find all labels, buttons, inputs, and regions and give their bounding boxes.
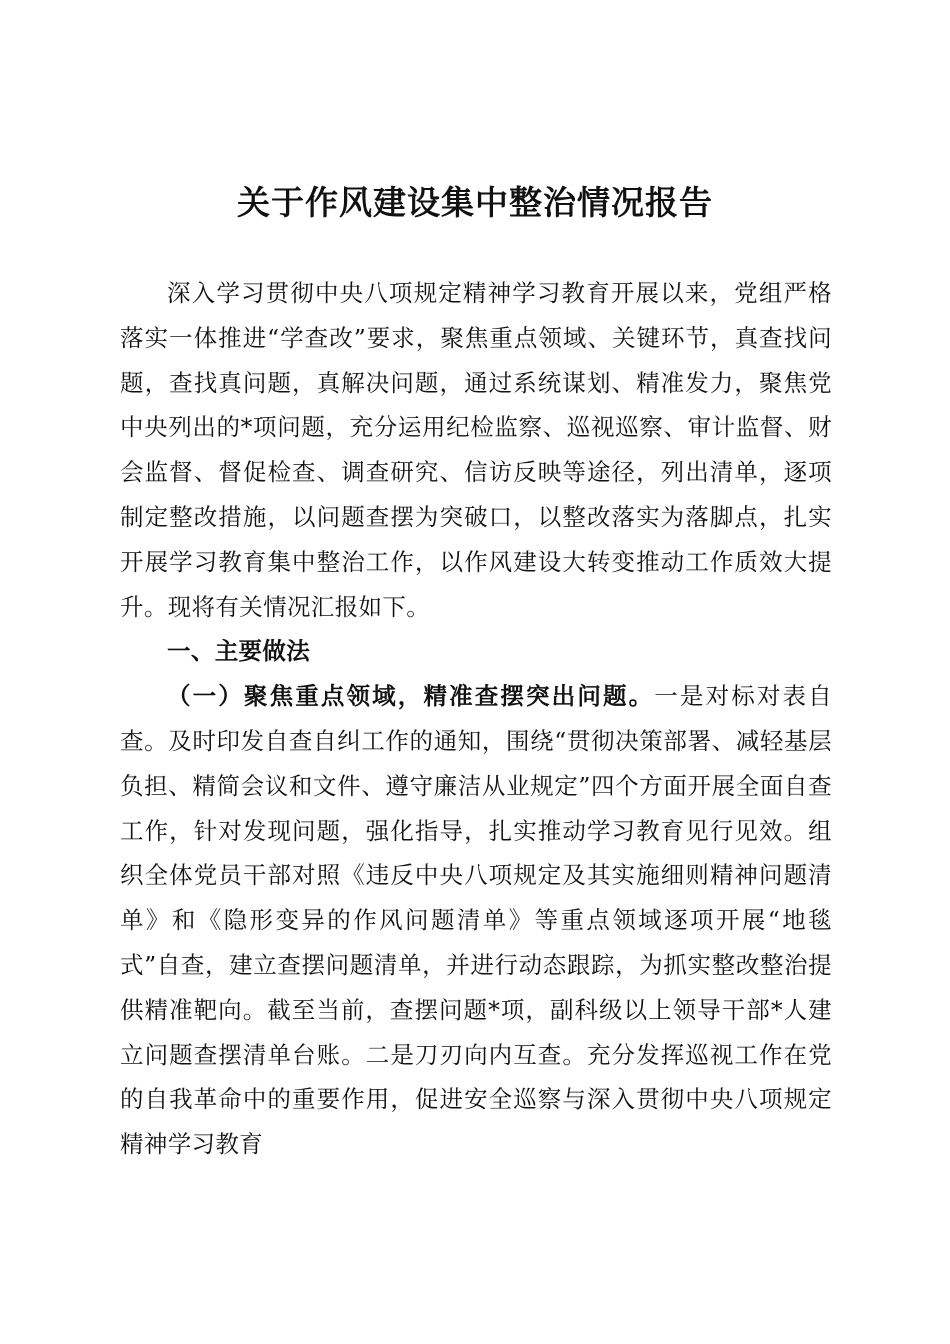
subsection-body-text: 一是对标对表自查。及时印发自查自纠工作的通知，围绕“贯彻决策部署、减轻基层负担、精简会议和文件、遵守廉洁从业规定”四个方面开展全面自查工作，针对发现问题，强化指导，扎实推动学习教育见行见效。组织全体党员干部对照《违反中央八项规定及其实施细则精神问题清单》和《隐形变异的作风问题清单》等重点领域逐项开展“地毯式”自查，建立查摆问题清单，并进行动态跟踪，为抓实整改整治提供精准靶向。截至当前，查摆问题*项，副科级以上领导干部*人建立问题查摆清单台账。二是刀刃向内互查。充分发挥巡视工作在党的自我革命中的重要作用，促进安全巡察与深入贯彻中央八项规定精神学习教育 — [120, 682, 833, 1159]
section-heading-main-practices: 一、主要做法 — [167, 637, 311, 666]
intro-paragraph: 深入学习贯彻中央八项规定精神学习教育开展以来，党组严格落实一体推进“学查改”要求，聚焦重点领域、关键环节，真查找问题，查找真问题，真解决问题，通过系统谋划、精准发力，聚焦党中央列出的*项问题，充分运用纪检监察、巡视巡察、审计监督、财会监督、督促检查、调查研究、信访反映等途径，列出清单，逐项制定整改措施，以问题查摆为突破口，以整改落实为落脚点，扎实开展学习教育集中整治工作，以作风建设大转变推动工作质效大提升。现将有关情况汇报如下。 — [120, 279, 832, 621]
document-body — [120, 271, 832, 1167]
subsection-heading-focus-key-areas: （一）聚焦重点领域，精准查摆突出问题。 — [167, 682, 655, 711]
document-title: 关于作风建设集中整治情况报告 — [237, 183, 713, 222]
subsection-paragraph — [120, 674, 832, 1167]
